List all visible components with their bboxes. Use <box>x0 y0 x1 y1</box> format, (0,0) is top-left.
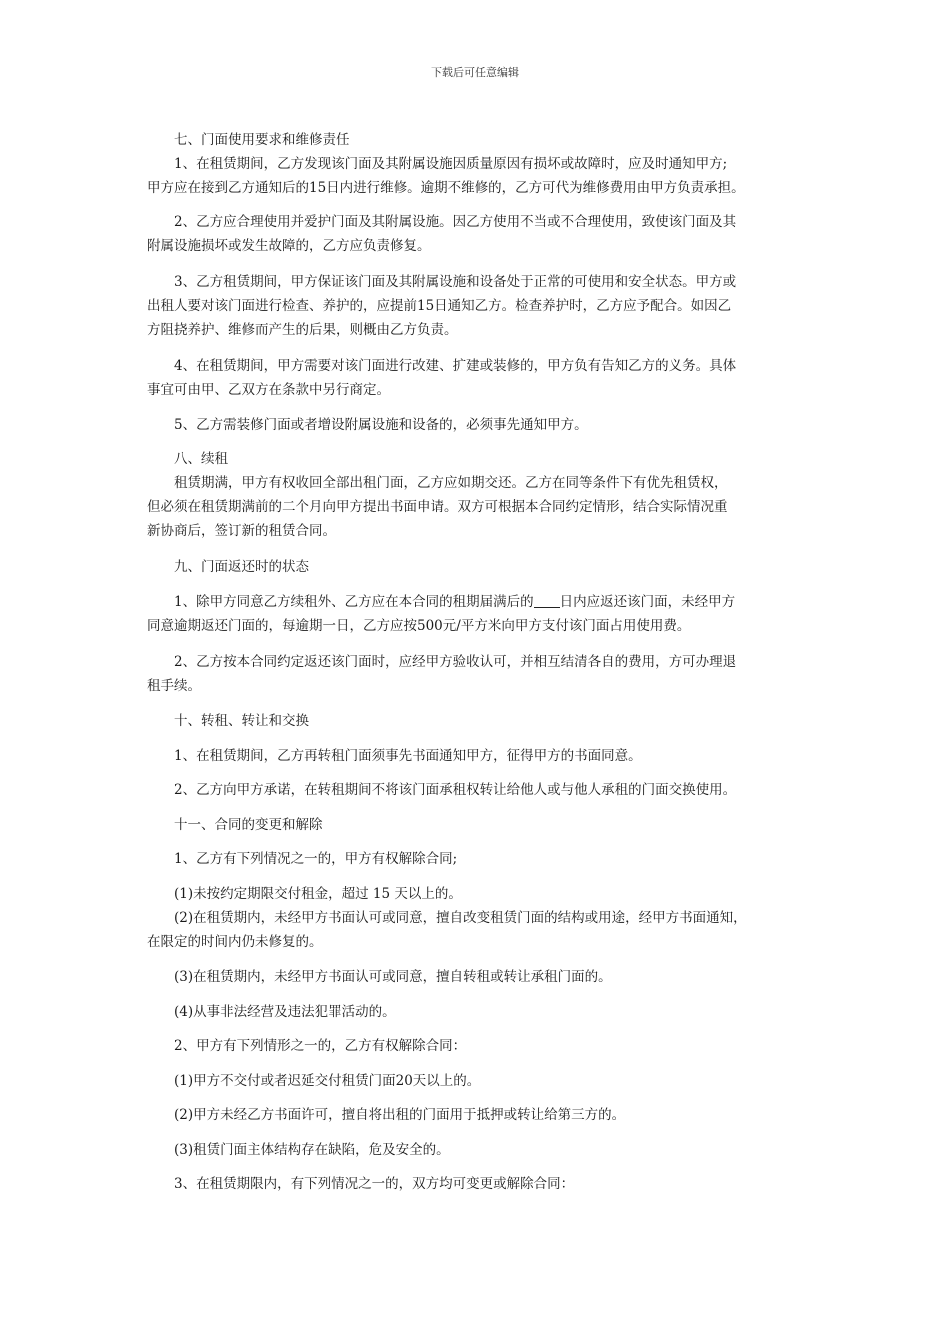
section-7-clause-5: 5、乙方需装修门面或者增设附属设施和设备的，必须事先通知甲方。 <box>174 417 588 433</box>
section-9-clause-1: 1、除甲方同意乙方续租外、乙方应在本合同的租期届满后的 日内应返还该门面，未经甲方 同意逾期返还门面的，每逾期一日，乙方应按500元/平方米向甲方支付该门面占用使用费。 <box>147 594 736 634</box>
section-11-clause-1-item-3: (3)在租赁期内，未经甲方书面认可或同意，擅自转租或转让承租门面的。 <box>174 969 612 985</box>
section-8-title: 八、续租 <box>174 451 228 467</box>
section-11-clause-2-item-3: (3)租赁门面主体结构存在缺陷，危及安全的。 <box>174 1142 450 1158</box>
section-10-clause-2: 2、乙方向甲方承诺，在转租期间不将该门面承租权转让给他人或与他人承租的门面交换使用。 <box>174 782 737 798</box>
section-11-clause-1-item-4: (4)从事非法经营及违法犯罪活动的。 <box>174 1004 396 1020</box>
section-11-clause-3: 3、在租赁期限内，有下列情况之一的，双方均可变更或解除合同： <box>174 1176 575 1192</box>
section-7-clause-1: 1、在租赁期间，乙方发现该门面及其附属设施因质量原因有损坏或故障时，应及时通知甲方; 甲方应在接到乙方通知后的15日内进行维修。逾期不维修的，乙方可代为维修费用由甲方负责承担。 <box>147 156 745 196</box>
section-11-clause-1: 1、乙方有下列情况之一的，甲方有权解除合同; <box>174 851 458 867</box>
section-7-title: 七、门面使用要求和维修责任 <box>174 132 350 148</box>
section-7-clause-4: 4、在租赁期间，甲方需要对该门面进行改建、扩建或装修的，甲方负有告知乙方的义务。具体 事宜可由甲、乙双方在条款中另行商定。 <box>147 358 737 398</box>
section-11-clause-2: 2、甲方有下列情形之一的，乙方有权解除合同： <box>174 1038 467 1054</box>
section-10-title: 十、转租、转让和交换 <box>174 713 309 729</box>
section-11-clause-2-item-1: (1)甲方不交付或者迟延交付租赁门面20天以上的。 <box>174 1073 481 1089</box>
section-7-clause-2: 2、乙方应合理使用并爱护门面及其附属设施。因乙方使用不当或不合理使用，致使该门面及其 附属设施损坏或发生故障的，乙方应负责修复。 <box>147 214 737 254</box>
section-10-clause-1: 1、在租赁期间，乙方再转租门面须事先书面通知甲方，征得甲方的书面同意。 <box>174 748 642 764</box>
section-9-clause-2: 2、乙方按本合同约定返还该门面时，应经甲方验收认可，并相互结清各自的费用，方可办理退 租手续。 <box>147 654 737 694</box>
section-11-clause-2-item-2: (2)甲方未经乙方书面许可，擅自将出租的门面用于抵押或转让给第三方的。 <box>174 1107 626 1123</box>
section-7-clause-3: 3、乙方租赁期间，甲方保证该门面及其附属设施和设备处于正常的可使用和安全状态。甲方或 出租人要对该门面进行检查、养护的，应提前15日通知乙方。检查养护时，乙方应予配合。如因乙 方阻挠养护、维修而产生的后果，则概由乙方负责。 <box>147 274 737 338</box>
blank-days-field <box>534 593 560 608</box>
section-11-clause-1-item-1: (1)未按约定期限交付租金，超过 15 天以上的。 <box>174 886 462 902</box>
page-header: 下载后可任意编辑 <box>431 66 519 79</box>
section-8-body: 租赁期满，甲方有权收回全部出租门面，乙方应如期交还。乙方在同等条件下有优先租赁权， 但必须在租赁期满前的二个月向甲方提出书面申请。双方可根据本合同约定情形，结合实际情况重 新协商后，签订新的租赁合同。 <box>147 475 728 539</box>
section-11-title: 十一、合同的变更和解除 <box>174 817 323 833</box>
section-9-title: 九、门面返还时的状态 <box>174 559 309 575</box>
section-11-clause-1-item-2: (2)在租赁期内，未经甲方书面认可或同意，擅自改变租赁门面的结构或用途，经甲方书面通知， 在限定的时间内仍未修复的。 <box>147 910 747 950</box>
